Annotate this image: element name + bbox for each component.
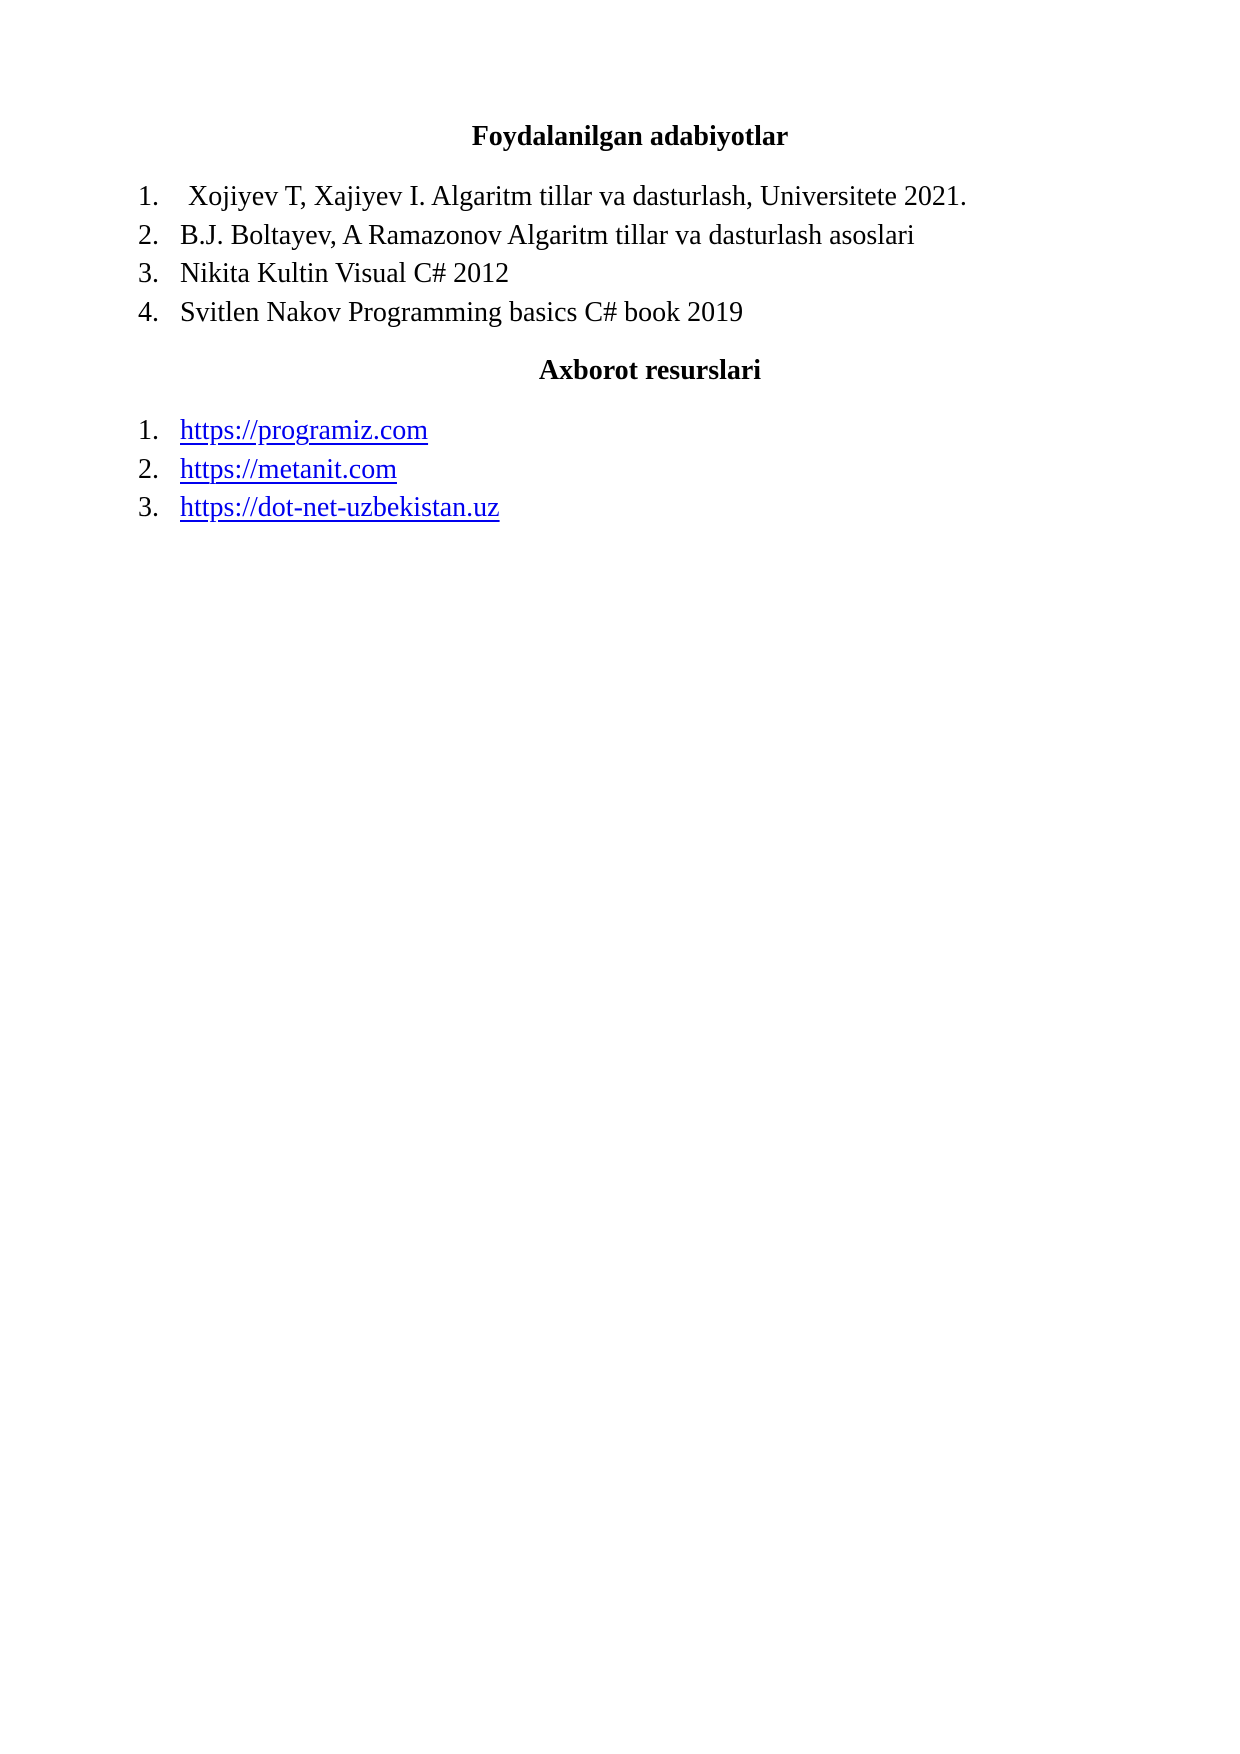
list-number: 2. (138, 453, 159, 485)
programiz-link[interactable]: https://programiz.com (180, 415, 429, 446)
literature-heading: Foydalanilgan adabiyotlar (471, 121, 789, 152)
list-number: 3. (138, 492, 159, 523)
literature-item (138, 255, 967, 294)
literature-list (138, 178, 967, 332)
literature-item-text: Nikita Kultin Visual C# 2012 (180, 258, 510, 289)
list-number: 4. (138, 296, 159, 328)
resources-heading: Axborot resurslari (538, 355, 762, 386)
dot-net-uzbekistan-link[interactable]: https://dot-net-uzbekistan.uz (180, 492, 500, 523)
list-number: 2. (138, 219, 159, 251)
list-number: 1. (138, 415, 159, 446)
list-number: 3. (138, 258, 159, 289)
metanit-link[interactable]: https://metanit.com (180, 453, 397, 485)
literature-item (138, 217, 967, 256)
literature-item (138, 294, 967, 333)
resource-item (138, 412, 500, 451)
list-number: 1. (138, 181, 159, 212)
resources-list (138, 412, 500, 528)
resource-item (138, 451, 500, 490)
literature-item-text: Svitlen Nakov Programming basics C# book 2019 (180, 296, 744, 328)
resource-item (138, 489, 500, 528)
literature-item (138, 178, 967, 217)
literature-item-text: Xojiyev T, Xajiyev I. Algaritm tillar va dasturlash, Universitete 2021. (188, 181, 967, 212)
literature-item-text: B.J. Boltayev, A Ramazonov Algaritm tillar va dasturlash asoslari (180, 219, 915, 251)
